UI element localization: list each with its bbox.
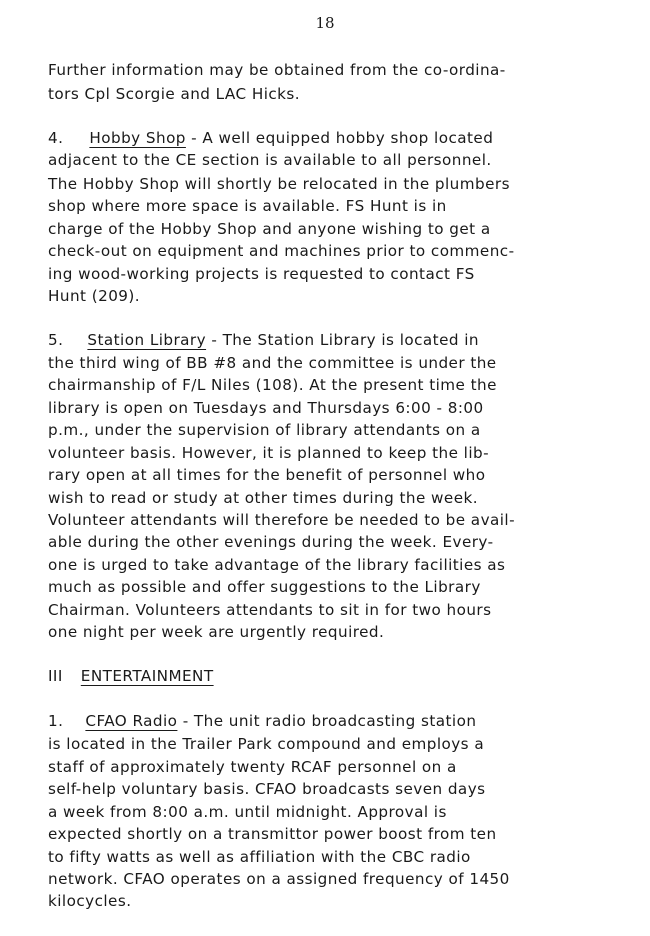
roman-numeral: III — [48, 667, 63, 685]
text-line: a week from 8:00 a.m. until midnight. Approval is — [48, 803, 447, 821]
text-line: much as possible and offer suggestions to the Library — [48, 578, 481, 596]
section-title: Hobby Shop — [89, 129, 186, 147]
heading-text: - A well equipped hobby shop located — [185, 129, 494, 147]
heading-text: - The unit radio broadcasting station — [177, 712, 477, 730]
section-heading-line — [48, 666, 214, 686]
text-line: kilocycles. — [48, 892, 132, 910]
text-line: expected shortly on a transmittor power boost from ten — [48, 825, 497, 843]
text-line: Hunt (209). — [48, 287, 141, 305]
text-line: adjacent to the CE section is available to all personnel. — [48, 151, 492, 169]
text-line: Further information may be obtained from the co-ordina- — [48, 61, 506, 79]
text-line: to fifty watts as well as affiliation with the CBC radio — [48, 848, 471, 866]
text-line: chairmanship of F/L Niles (108). At the present time the — [48, 376, 497, 394]
section-heading-line — [48, 330, 479, 350]
text-line: shop where more space is available. FS Hunt is in — [48, 197, 447, 215]
section-title: CFAO Radio — [85, 712, 178, 730]
section-number: 5. — [48, 331, 64, 349]
section-heading-line — [48, 711, 476, 731]
text-line: self-help voluntary basis. CFAO broadcasts seven days — [48, 780, 486, 798]
text-line: is located in the Trailer Park compound and employs a — [48, 735, 485, 753]
text-line: The Hobby Shop will shortly be relocated in the plumbers — [48, 175, 510, 193]
text-line: ing wood-working projects is requested to contact FS — [48, 265, 475, 283]
text-line: library is open on Tuesdays and Thursdays 6:00 - 8:00 — [48, 399, 484, 417]
text-line: volunteer basis. However, it is planned to keep the lib- — [48, 444, 490, 462]
section-heading-line — [48, 128, 493, 148]
text-line: Volunteer attendants will therefore be needed to be avail- — [48, 511, 516, 529]
section-title: Station Library — [87, 331, 207, 349]
text-line: able during the other evenings during the week. Every- — [48, 533, 494, 551]
section-number: 4. — [48, 129, 64, 147]
text-line: one night per week are urgently required. — [48, 623, 385, 641]
text-line: wish to read or study at other times during the week. — [48, 489, 479, 507]
text-line: check-out on equipment and machines prior to commenc- — [48, 242, 515, 260]
text-line: the third wing of BB #8 and the committee is under the — [48, 354, 497, 372]
page-number: 18 — [315, 14, 335, 32]
text-line: staff of approximately twenty RCAF personnel on a — [48, 758, 457, 776]
text-line: tors Cpl Scorgie and LAC Hicks. — [48, 85, 301, 103]
section-title: ENTERTAINMENT — [80, 667, 214, 685]
text-line: one is urged to take advantage of the library facilities as — [48, 556, 506, 574]
text-line: p.m., under the supervision of library attendants on a — [48, 421, 481, 439]
text-line: Chairman. Volunteers attendants to sit in for two hours — [48, 601, 492, 619]
text-line: network. CFAO operates on a assigned frequency of 1450 — [48, 870, 510, 888]
text-line: charge of the Hobby Shop and anyone wishing to get a — [48, 220, 491, 238]
section-number: 1. — [48, 712, 64, 730]
text-line: rary open at all times for the benefit of personnel who — [48, 466, 486, 484]
heading-text: - The Station Library is located in — [206, 331, 479, 349]
